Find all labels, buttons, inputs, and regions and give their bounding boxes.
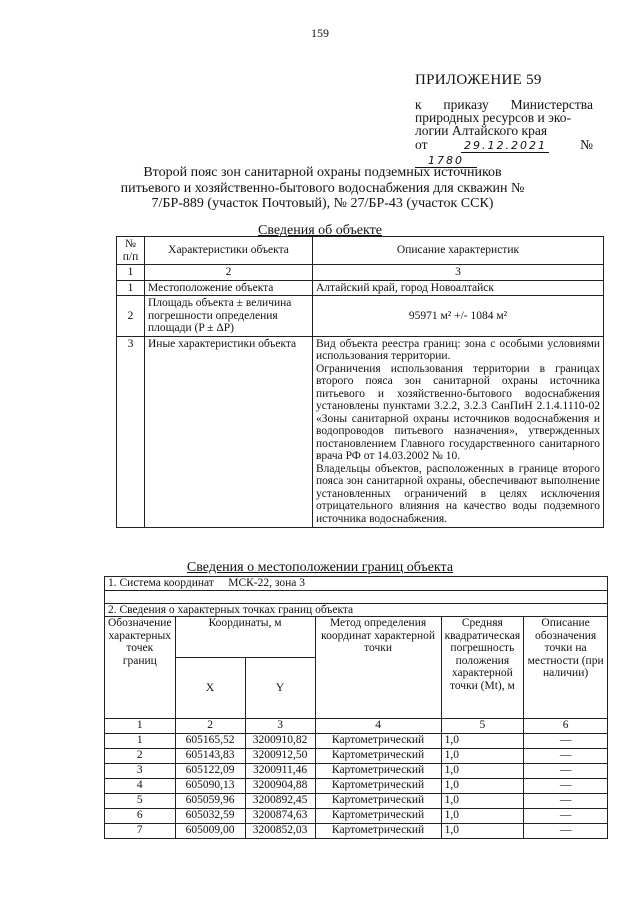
order-date: 29.12.2021 — [463, 139, 547, 152]
header-marker: Описание обозначения точки на местности (при наличии) — [524, 617, 608, 719]
order-number: 1780 — [428, 154, 464, 167]
order-line3: логии Алтайского края — [415, 123, 548, 138]
table-header-row — [105, 617, 608, 658]
header-point: Обозначение характерных точек границ — [105, 617, 176, 719]
header-method: Метод определения координат характерной точки — [315, 617, 441, 719]
table-index-row: 1 2 3 4 5 6 — [105, 719, 608, 734]
order-date-line: от 29.12.2021 № 1780 — [415, 137, 593, 167]
header-y: Y — [245, 658, 315, 719]
object-info-table — [116, 236, 604, 528]
coordinates-table — [104, 576, 608, 839]
table-row: 2 605143,83 3200912,50 Картометрический 1,0 — — [105, 749, 608, 764]
order-line2: природных ресурсов и эко- — [415, 110, 571, 125]
table-row: 6 605032,59 3200874,63 Картометрический 1,0 — — [105, 809, 608, 824]
table-index-row: 1 2 3 — [117, 265, 604, 281]
table-row: 3 Иные характеристики объекта Вид объекта реестра границ: зона с особыми условиями использования территории. Ограничения использования территории в границах второго пояса зон санитарной охраны источника питьевого и хозяйственно-бытового водоснабжения установлены пунктами 3.2.2, 3.2.3 СанПиН 2.1.4.1110-02 «Зоны санитарной охраны источников водоснабжения и водопроводов питьевого назначения», утвержденных постановлением Главного государственного санитарного врача РФ от 14.03.2002 № 10. Владельцы объектов, расположенных в границе второго пояса зон санитарной охраны, обеспечивают выполнение установленных ограничений в целях исключения отрицательного влияния на качество воды подземного источника водоснабжения. — [117, 336, 604, 528]
order-k: к — [415, 97, 422, 112]
desc-paragraph: Вид объекта реестра границ: зона с особыми условиями использования территории. — [316, 337, 600, 362]
points-label: 2. Сведения о характерных точках границ объекта — [105, 603, 608, 617]
coordinate-system-label: 1. Система координат — [108, 577, 214, 589]
appendix-label: ПРИЛОЖЕНИЕ 59 — [415, 72, 542, 88]
table-row: 5 605059,96 3200892,45 Картометрический 1,0 — — [105, 794, 608, 809]
section1-heading: Сведения об объекте — [258, 223, 382, 238]
document-title: Второй пояс зон санитарной охраны подземных источников питьевого и хозяйственно-бытового водоснабжения для скважин № 7/БР-889 (участок Почтовый), № 27/БР-43 (участок ССК) — [120, 165, 525, 211]
order-prikazu: приказу — [443, 97, 489, 112]
header-error: Средняя квадратическая погрешность положения характерной точки (Mt), м — [441, 617, 524, 719]
order-reference — [415, 98, 593, 168]
page-number: 159 — [311, 26, 329, 40]
header-coords: Координаты, м — [175, 617, 315, 658]
table-row: 3 605122,09 3200911,46 Картометрический 1,0 — — [105, 764, 608, 779]
table-row: 7 605009,00 3200852,03 Картометрический 1,0 — — [105, 824, 608, 839]
table-header-row — [117, 237, 604, 265]
header-characteristics: Характеристики объекта — [145, 237, 313, 265]
table-row: 4 605090,13 3200904,88 Картометрический 1,0 — — [105, 779, 608, 794]
desc-paragraph: Ограничения использования территории в границах второго пояса зон санитарной охраны источника питьевого и хозяйственно-бытового водоснабжения установлены пунктами 3.2.2, 3.2.3 СанПиН 2.1.4.1110-02 «Зоны санитарной охраны источников водоснабжения и водопроводов питьевого назначения», утвержденных постановлением Главного государственного санитарного врача РФ от 14.03.2002 № 10. — [316, 362, 600, 462]
table-row: 1 Местоположение объекта Алтайский край, город Новоалтайск — [117, 280, 604, 296]
table-row: 2 Площадь объекта ± величина погрешности определения площади (P ± ΔP) 95971 м² +/- 1084 м² — [117, 296, 604, 337]
order-ministry: Министерства — [510, 97, 593, 112]
header-description: Описание характеристик — [313, 237, 604, 265]
header-number: № п/п — [117, 237, 145, 265]
header-x: X — [175, 658, 245, 719]
section2-heading: Сведения о местоположении границ объекта — [186, 560, 454, 575]
table-row: 1 605165,52 3200910,82 Картометрический 1,0 — — [105, 734, 608, 749]
coordinate-system-value: МСК-22, зона 3 — [228, 577, 305, 589]
desc-paragraph: Владельцы объектов, расположенных в границе второго пояса зон санитарной охраны, обеспечивают выполнение установленных ограничений в целях исключения отрицательного влияния на качество воды подземного источника водоснабжения. — [316, 462, 600, 525]
